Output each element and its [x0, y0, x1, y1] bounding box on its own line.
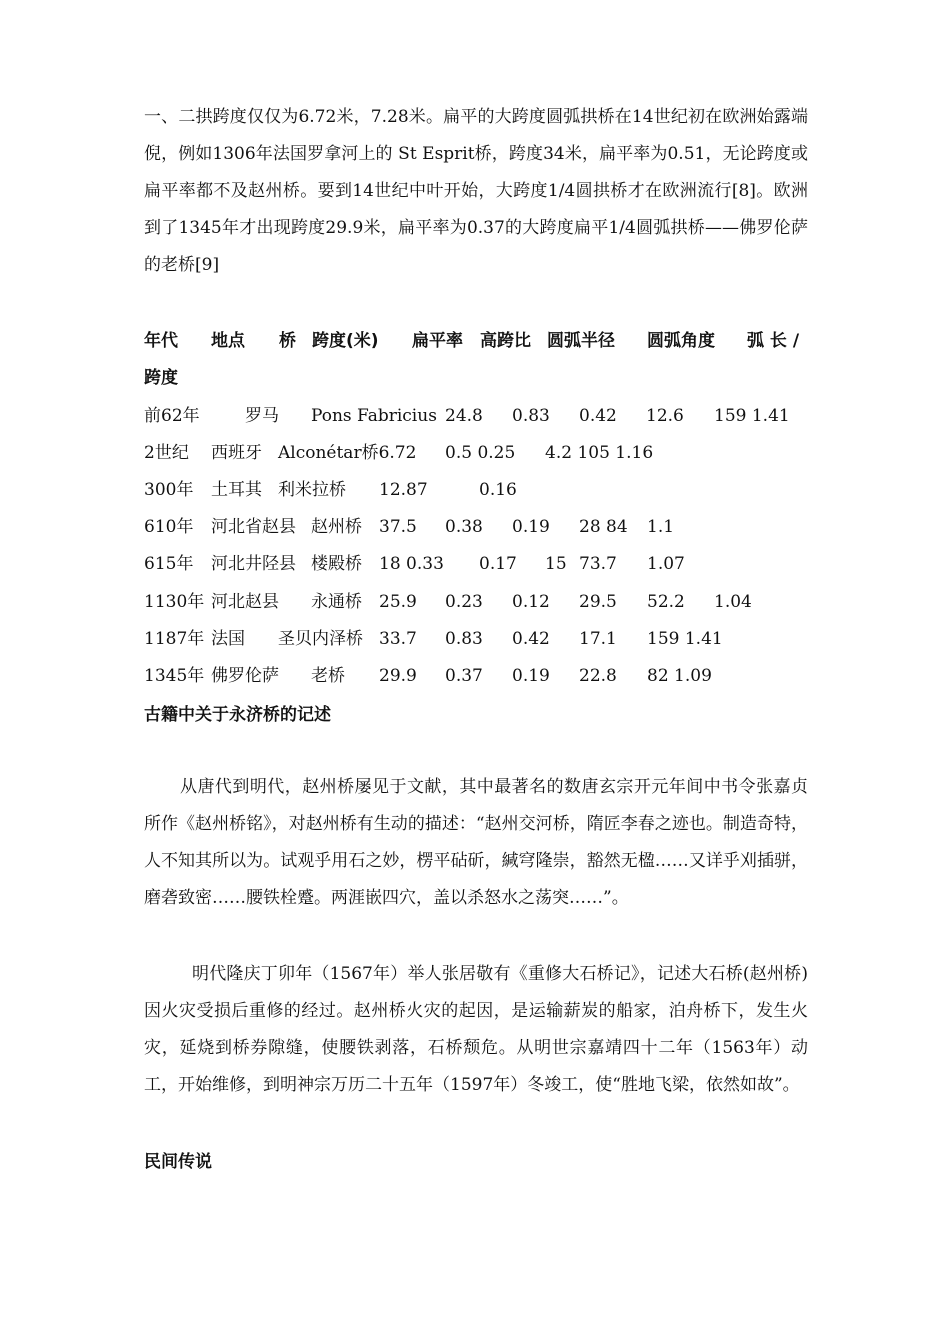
- cell-radius: 17.1: [579, 629, 617, 649]
- cell-rise: 0.16: [479, 480, 517, 500]
- cell-location: 土耳其: [211, 480, 262, 500]
- cell-bridge: 楼殿桥: [311, 554, 362, 574]
- header-angle: 圆弧角度: [647, 331, 715, 351]
- cell-location: 罗马: [245, 406, 279, 426]
- cell-radius: 4.2 105 1.16: [545, 443, 654, 463]
- cell-span: 12.87: [379, 480, 428, 500]
- header-rise-span: 高跨比: [480, 331, 531, 351]
- cell-rise: 0.42: [512, 629, 550, 649]
- cell-radius: 12.6: [646, 406, 684, 426]
- cell-radius: 28 84: [579, 517, 628, 537]
- cell-bridge: 赵州桥: [311, 517, 362, 537]
- cell-flatness: 0.37: [445, 666, 483, 686]
- cell-arc-len: 1.04: [714, 592, 752, 612]
- ming-paragraph: 明代隆庆丁卯年（1567年）举人张居敬有《重修大石桥记》，记述大石桥(赵州桥)因火灾受损后重修的经过。赵州桥火灾的起因，是运输薪炭的船家，泊舟桥下，发生火灾，延烧到桥券隙缝，使腰铁剥落，石桥颓危。从明世宗嘉靖四十二年（1563年）动工，开始维修，到明神宗万历二十五年（1597年）冬竣工，使“胜地飞梁，依然如故”。: [144, 964, 808, 1095]
- header-flatness: 扁平率: [412, 331, 463, 351]
- cell-span: 18 0.33: [379, 554, 444, 574]
- cell-bridge: 利米拉桥: [278, 480, 346, 500]
- cell-era: 610年: [144, 517, 194, 537]
- cell-bridge: Pons Fabricius: [311, 406, 437, 426]
- cell-flatness: 0.83: [512, 406, 550, 426]
- cell-flatness: 0.5 0.25: [445, 443, 516, 463]
- cell-flatness: 0.83: [445, 629, 483, 649]
- header-era: 年代: [144, 331, 178, 351]
- cell-era: 2世纪: [144, 443, 189, 463]
- section-heading-legends: 民间传说: [144, 1152, 212, 1172]
- tang-paragraph: 从唐代到明代，赵州桥屡见于文献，其中最著名的数唐玄宗开元年间中书令张嘉贞所作《赵州桥铭》，对赵州桥有生动的描述：“赵州交河桥，隋匠李春之迹也。制造奇特，人不知其所以为。试观乎用石之妙，楞平砧斫，緘穹隆崇，豁然无楹……又详乎刈插骈，磨砻致密……腰铁栓蹙。两涯嵌四穴，盖以杀怒水之荡突……”。: [144, 777, 808, 908]
- header-bridge: 桥: [279, 331, 296, 351]
- cell-radius: 22.8: [579, 666, 617, 686]
- cell-angle: 73.7: [579, 554, 617, 574]
- cell-era: 1345年: [144, 666, 205, 686]
- table-row: [144, 509, 814, 546]
- cell-bridge: 老桥: [311, 666, 345, 686]
- cell-arc-len: 1.07: [647, 554, 685, 574]
- cell-rise: 0.42: [579, 406, 617, 426]
- cell-flatness: 0.38: [445, 517, 483, 537]
- cell-radius: 29.5: [579, 592, 617, 612]
- cell-angle: 159 1.41: [714, 406, 790, 426]
- header-radius: 圆弧半径: [547, 331, 615, 351]
- cell-span: 29.9: [379, 666, 417, 686]
- cell-rise: 0.12: [512, 592, 550, 612]
- table-row: [144, 658, 814, 695]
- cell-span: 24.8: [445, 406, 483, 426]
- cell-location: 西班牙: [211, 443, 262, 463]
- cell-era: 前62年: [144, 406, 200, 426]
- cell-span: 25.9: [379, 592, 417, 612]
- intro-paragraph: 一、二拱跨度仅仅为6.72米，7.28米。扁平的大跨度圆弧拱桥在14世纪初在欧洲始露端倪，例如1306年法国罗拿河上的 St Esprit桥，跨度34米，扁平率为0.51，无论跨度或扁平率都不及赵州桥。要到14世纪中叶开始，大跨度1/4圆拱桥才在欧洲流行[8]。欧洲到了1345年才出现跨度29.9米，扁平率为0.37的大跨度扁平1/4圆弧拱桥——佛罗伦萨的老桥[9]: [144, 107, 808, 275]
- cell-arc-len: 1.1: [647, 517, 675, 537]
- table-row: [144, 435, 814, 472]
- cell-era: 1187年: [144, 629, 205, 649]
- table-row: [144, 472, 814, 509]
- table-row: [144, 584, 814, 621]
- cell-location: 河北省赵县: [211, 517, 296, 537]
- cell-era: 1130年: [144, 592, 205, 612]
- section-heading-records: 古籍中关于永济桥的记述: [144, 705, 331, 725]
- cell-era: 615年: [144, 554, 194, 574]
- cell-bridge: 永通桥: [311, 592, 362, 612]
- cell-angle: 52.2: [647, 592, 685, 612]
- cell-location: 佛罗伦萨: [211, 666, 279, 686]
- cell-era: 300年: [144, 480, 194, 500]
- cell-rise: 0.19: [512, 517, 550, 537]
- cell-span: 33.7: [379, 629, 417, 649]
- cell-span: 37.5: [379, 517, 417, 537]
- cell-location: 河北赵县: [211, 592, 279, 612]
- table-row: [144, 546, 814, 583]
- table-row: [144, 621, 814, 658]
- header-arc-len: 弧 长 /: [747, 331, 800, 351]
- cell-angle: 82 1.09: [647, 666, 712, 686]
- header-span-line2: 跨度: [144, 368, 178, 388]
- cell-radius: 15: [545, 554, 567, 574]
- table-row: [144, 398, 814, 435]
- cell-location: 法国: [211, 629, 245, 649]
- cell-location: 河北井陉县: [211, 554, 296, 574]
- cell-bridge: Alconétar桥6.72: [278, 443, 417, 463]
- cell-flatness: 0.23: [445, 592, 483, 612]
- cell-angle: 159 1.41: [647, 629, 723, 649]
- cell-bridge: 圣贝内泽桥: [278, 629, 363, 649]
- cell-rise: 0.19: [512, 666, 550, 686]
- cell-rise: 0.17: [479, 554, 517, 574]
- header-location: 地点: [211, 331, 245, 351]
- header-span: 跨度(米): [312, 331, 379, 351]
